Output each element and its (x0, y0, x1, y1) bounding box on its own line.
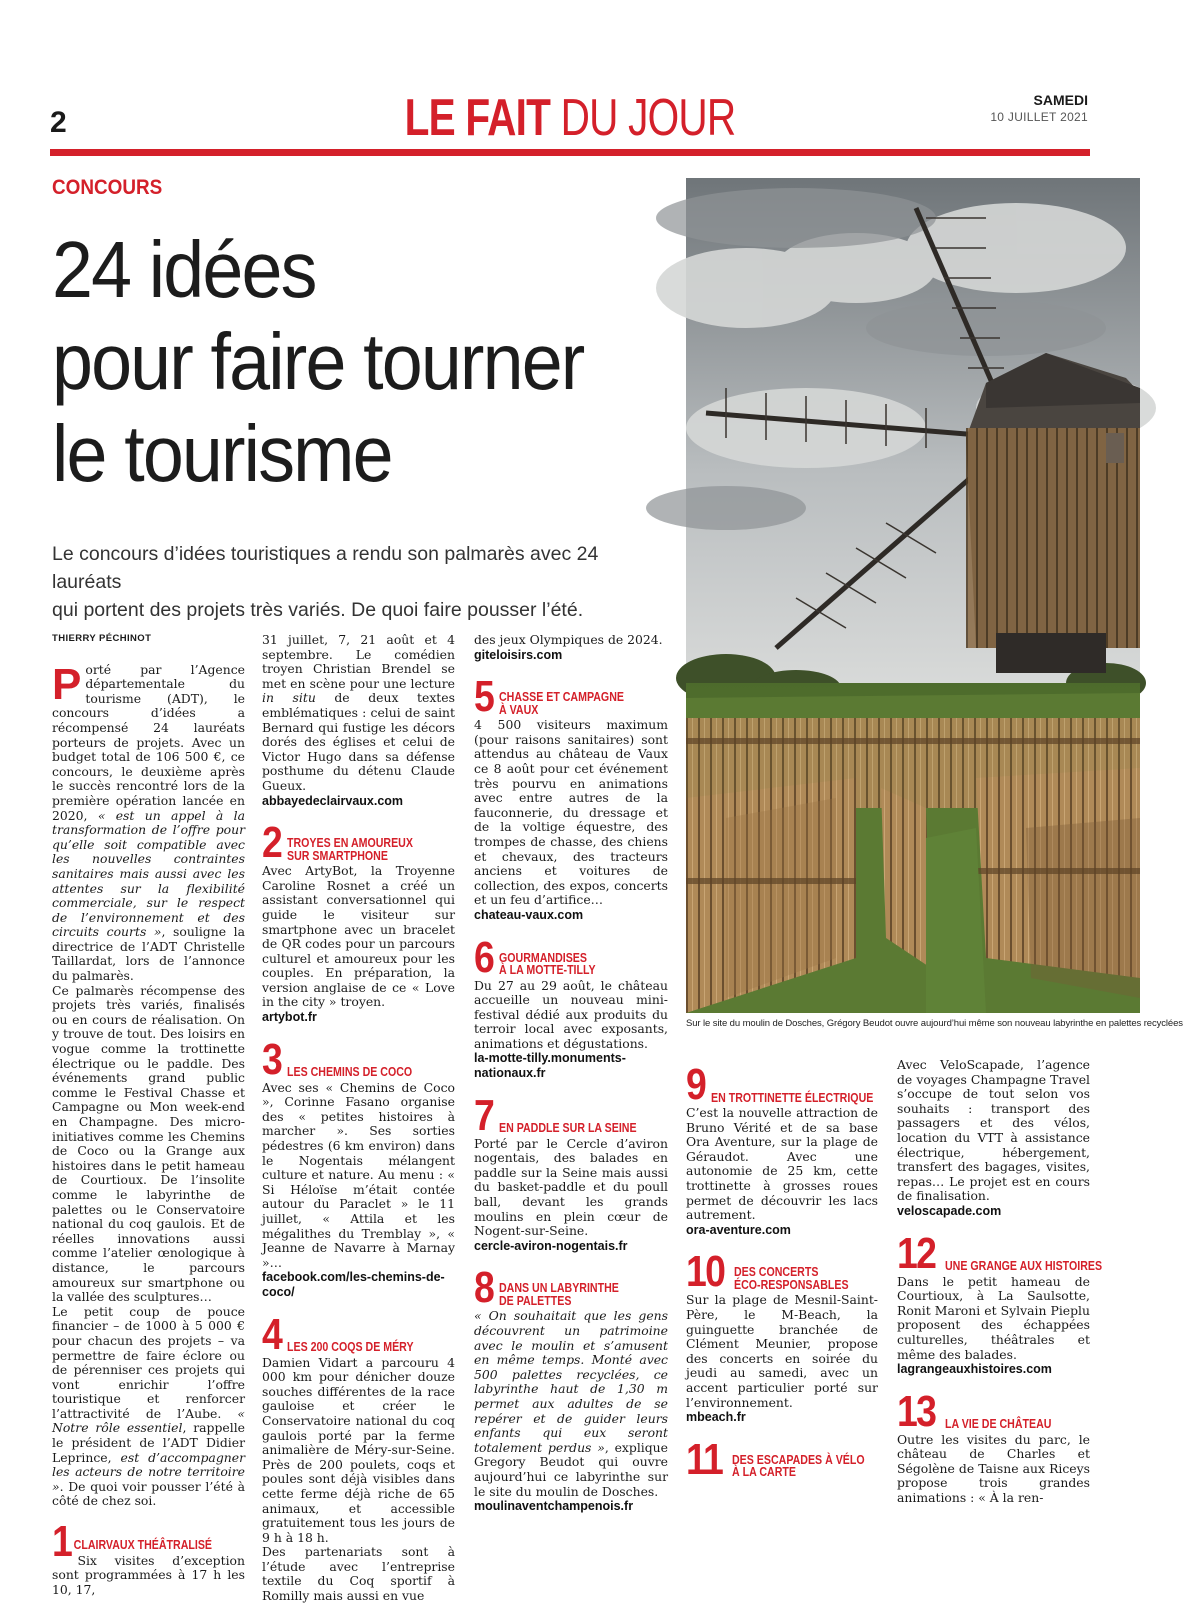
section-title-line: À LA CARTE (731, 1465, 796, 1480)
windmill-labyrinth-photo (686, 178, 1140, 1013)
section-text: , explique Gregory Beudot qui ouvre aujourd’hui ce labyrinthe sur le site du moulin de Dosches. (474, 1439, 668, 1499)
section-11-heading (686, 1434, 878, 1484)
intro-paragraph: Ce palmarès récompense des projets très variés, finalisés ou en cours de réalisation. On y trouve de tout. Des loisirs en vogue comme la trottinette électrique ou le paddle. Des événements grand public comme le Festival Chasse et Campagne ou Mon week-end en Champagne. Des micro-initiatives comme les Chemins de Coco ou la Grange aux histoires dans le petit hameau de Courtioux. De l’insolite comme le labyrinthe de palettes ou le Conservatoire national du coq gaulois. Et de réelles innovations aussi comme l’atelier œnologique à distance, le parcours amoureux sur smartphone ou la vallée des sculptures… (52, 982, 245, 1305)
section-1-text: Six visites d’exception sont programmées à 17 h les 10, 17, (52, 1552, 245, 1597)
section-title: LES 200 COQS DE MÉRY (287, 1340, 415, 1355)
photo-caption: Sur le site du moulin de Dosches, Grégory Beudot ouvre aujourd’hui même son nouveau labyrinthe en palettes recyclées (686, 1018, 1183, 1029)
section-10-text: Sur la plage de Mesnil-Saint-Père, le M-Beach, la guinguette branchée de Clément Meunier, propose des concerts en soirée du jeudi au samedi, avec un accent particulier porté sur l’environnement. (686, 1292, 878, 1410)
column-3 (474, 633, 668, 1514)
standfirst-line: Le concours d’idées touristiques a rendu son palmarès avec 24 lauréats (52, 543, 599, 593)
section-text: 31 juillet, 7, 21 août et 4 septembre. Le comédien troyen Christian Brendel se met en scène pour une lecture (262, 632, 455, 691)
section-2-heading (262, 818, 455, 868)
header-rule (50, 149, 1090, 156)
intro-paragraph (52, 1305, 245, 1509)
section-7-link[interactable]: cercle-aviron-nogentais.fr (474, 1238, 628, 1253)
section-10-link[interactable]: mbeach.fr (686, 1410, 746, 1425)
section-1-text (262, 633, 455, 794)
section-11-link[interactable]: veloscapade.com (897, 1203, 1002, 1218)
intro-text: Le petit coup de pouce financier – de 1000 à 5 000 € pour chacun des projets – va permettre de faire éclore ou de pérenniser ces projets qui vont enrichir l’offre touristique et renforcer l’attractivité de l’Aube. (52, 1303, 245, 1421)
section-text-italic: in situ (262, 690, 316, 706)
section-title (499, 1282, 619, 1307)
column-4 (686, 1060, 878, 1484)
headline-line: le tourisme (52, 409, 392, 498)
section-1-heading (52, 1517, 245, 1567)
intro-text: orté par l’Agence départementale du tourisme (ADT), le concours d’idées a récompensé 24 lauréats porteurs de projets. Avec un budget total de 106 500 €, ce concours, le deuxième après le succès rencontré lors de la première opération lancée en 2020, (52, 661, 245, 823)
section-4-link[interactable]: giteloisirs.com (474, 647, 563, 662)
section-8-link[interactable]: moulinaventchampenois.fr (474, 1499, 634, 1514)
section-9-text: C’est la nouvelle attraction de Bruno Vérité et de sa base Ora Aventure, sur la plage de Géraudot. Avec une autonomie de 25 km, cette trottinette à grosses roues permet de découvrir les lacs autrement. (686, 1105, 878, 1223)
page-number: 2 (50, 106, 67, 139)
section-quote: « On souhaitait que les gens découvrent un patrimoine avec le moulin et s’amusent en même temps. Monté avec 500 palettes recyclées, ce labyrinthe haut de 1,30 m permet aux adultes de se repérer et de guider leurs enfants qui eux seront totalement perdus » (474, 1308, 668, 1455)
dropcap: P (52, 659, 82, 709)
section-title (499, 691, 624, 716)
column-2 (262, 633, 455, 1604)
section-title-line: À VAUX (499, 702, 539, 717)
section-title: LES CHEMINS DE COCO (287, 1065, 413, 1080)
section-11-text: Avec VeloScapade, l’agence de voyages Champagne Travel s’occupe de tout selon vos souhaits : transport des passagers et des vélos, location du VTT à assistance électrique, hébergement, transfert des bagages, visites, repas… Le projet est en cours de finalisation. (897, 1057, 1090, 1204)
standfirst-line: qui portent des projets très variés. De quoi faire pousser l’été. (52, 599, 584, 621)
section-title: CLAIRVAUX THÉÂTRALISÉ (73, 1538, 212, 1553)
section-title-line: DE PALETTES (499, 1293, 572, 1308)
intro-text: . De quoi voir pousser l’été à côté de chez soi. (52, 1478, 245, 1509)
section-4-text: Des partenariats sont à l’étude avec l’entreprise textile du Coq sportif à Romilly mais aussi en vue (262, 1544, 455, 1604)
section-number: 7 (474, 1090, 494, 1140)
section-9-link[interactable]: ora-aventure.com (686, 1222, 791, 1237)
issue-date: 10 JUILLET 2021 (990, 110, 1088, 124)
section-5-link[interactable]: chateau-vaux.com (474, 907, 584, 922)
section-3-link[interactable]: facebook.com/les-chemins-de-coco/ (262, 1270, 445, 1299)
section-12-link[interactable]: lagrangeauxhistoires.com (897, 1362, 1052, 1377)
section-6-text: Du 27 au 29 août, le château accueille un nouveau mini-festival dédié aux produits du terroir local avec exposants, animations et dégustations. (474, 977, 668, 1051)
section-4-text: Damien Vidart a parcouru 4 000 km pour dénicher douze souches différentes de la race gauloise et créer le Conservatoire national du coq gaulois porté par la ferme animalière de Méry-sur-Seine. Près de 200 poulets, coqs et poules sont déjà visibles dans cette ferme déjà riche de 65 animaux, et accessible gratuitement tous les jours de 9 h à 18 h. (262, 1354, 455, 1545)
section-number: 9 (686, 1060, 706, 1109)
section-8-text (474, 1309, 668, 1499)
section-number: 4 (262, 1309, 282, 1359)
section-2-text: Avec ArtyBot, la Troyenne Caroline Rosnet a créé un assistant conversationnel qui guide le visiteur sur smartphone avec un bracelet de QR codes pour un parcours culturel et amoureux pour les couples. En préparation, la version anglaise de ce « Love in the city » troyen. (262, 863, 455, 1010)
section-7-text: Porté par le Cercle d’aviron nogentais, des balades en paddle sur la Seine mais aussi du basket-paddle et du poull ball, devant les grands moulins en plein cœur de Nogent-sur-Seine. (474, 1135, 668, 1239)
section-title (287, 837, 413, 862)
section-5-text: 4 500 visiteurs maximum (pour raisons sanitaires) sont attendus au château de Vaux ce 8 août pour cet événement très pourvu en animations avec entre autres de la fauconnerie, du dressage et de la voltige équestre, des trompes de chasse, des chiens et chevaux, des tracteurs anciens et voitures de collection, des expos, concerts et un feu d’artifice… (474, 717, 668, 908)
section-title-line: ÉCO-RESPONSABLES (733, 1277, 849, 1292)
intro-quote: est d’accompagner les acteurs de notre territoire » (52, 1449, 245, 1494)
section-title: EN TROTTINETTE ÉLECTRIQUE (711, 1090, 874, 1105)
section-9-heading (686, 1060, 878, 1109)
section-title (499, 952, 596, 977)
section-3-text: Avec ses « Chemins de Coco », Corinne Fasano organise des « petites histoires à marcher ». Ses sorties pédestres (6 km environ) dans le Nogentais mélangent culture et nature. Au menu : « Si Héloïse m’était contée autour du Paraclet » le 11 juillet, « Attila et les mégalithes du Tremblay », « Jeanne de Navarre à Marnay »… (262, 1079, 455, 1270)
article-standfirst (52, 540, 672, 624)
section-text: de deux textes emblématiques : celui de saint Bernard qui fustige les décors dorés des églises et celui de Victor Hugo dans sa défense posthume du détenu Claude Gueux. (262, 690, 455, 793)
section-title: EN PADDLE SUR LA SEINE (499, 1121, 638, 1136)
section-number: 10 (686, 1247, 725, 1297)
section-title (734, 1266, 849, 1291)
intro-paragraph (52, 659, 245, 984)
intro-text: , rappelle le président de l’ADT Didier Leprince, (52, 1420, 245, 1465)
section-number: 2 (262, 818, 282, 868)
rubric-light: DU JOUR (560, 89, 736, 147)
section-title: UNE GRANGE AUX HISTOIRES (944, 1259, 1102, 1274)
article-kicker: CONCOURS (52, 176, 163, 199)
section-title-line: CHASSE ET CAMPAGNE (499, 690, 625, 705)
section-title-line: DES ESCAPADES À VÉLO (731, 1452, 865, 1467)
intro-quote: « Notre rôle essentiel (52, 1405, 245, 1436)
headline-line: 24 idées (52, 225, 316, 314)
section-6-heading (474, 932, 668, 982)
section-1-link[interactable]: abbayedeclairvaux.com (262, 793, 404, 808)
section-title-line: GOURMANDISES (499, 950, 588, 965)
section-rubric (125, 90, 1014, 146)
section-8-heading (474, 1263, 668, 1313)
section-title-line: À LA MOTTE-TILLY (499, 963, 597, 977)
section-10-heading (686, 1247, 878, 1297)
section-title: LA VIE DE CHÂTEAU (944, 1417, 1052, 1432)
section-12-heading (897, 1228, 1102, 1278)
section-title-line: DANS UN LABYRINTHE (499, 1281, 620, 1296)
section-4-text: des jeux Olympiques de 2024. (474, 632, 663, 647)
section-number: 1 (52, 1517, 72, 1567)
rubric-bold: LE FAIT (404, 89, 551, 147)
section-3-heading (262, 1034, 455, 1084)
section-2-link[interactable]: artybot.fr (262, 1010, 317, 1025)
section-number: 6 (474, 932, 494, 982)
section-5-heading (474, 672, 668, 722)
section-6-link[interactable]: la-motte-tilly.monuments-nationaux.fr (474, 1051, 626, 1081)
section-number: 11 (686, 1434, 723, 1484)
section-4-heading (262, 1309, 455, 1359)
column-1 (52, 628, 245, 1597)
section-title-line: DES CONCERTS (733, 1265, 819, 1280)
intro-quote: « est un appel à la transformation de l’offre pour qu’elle soit compatible avec les nouvelles contraintes sanitaires mais aussi avec les attentes sur la flexibilité commerciale, sur le respect de l’environnement et des circuits courts » (52, 807, 245, 940)
section-7-heading (474, 1090, 668, 1140)
article-headline (52, 224, 641, 500)
section-title-line: TROYES EN AMOUREUX (287, 836, 414, 851)
section-13-text: Outre les visites du parc, le château de Charles et Ségolène de Taisne aux Riceys propose trois grandes animations : « À la ren- (897, 1431, 1090, 1506)
section-12-text: Dans le petit hameau de Courtioux, à La Saulsotte, Ronit Maroni et Sylvain Pieplu proposent des échappées culturelles, théâtrales et même des balades. (897, 1273, 1090, 1362)
section-number: 3 (262, 1034, 282, 1084)
column-5 (897, 1057, 1102, 1506)
section-number: 13 (897, 1386, 936, 1436)
issue-day: SAMEDI (1033, 92, 1088, 108)
section-13-heading (897, 1386, 1090, 1436)
section-title (732, 1454, 865, 1479)
headline-line: pour faire tourner (52, 317, 584, 406)
byline: THIERRY PÉCHINOT (52, 633, 152, 644)
section-title-line: SUR SMARTPHONE (287, 848, 389, 863)
section-number: 12 (897, 1228, 936, 1278)
section-number: 8 (474, 1263, 494, 1313)
section-number: 5 (474, 672, 494, 722)
intro-text: , souligne la directrice de l’ADT Christelle Taillardat, lors de l’annonce du palmarès. (52, 924, 245, 984)
